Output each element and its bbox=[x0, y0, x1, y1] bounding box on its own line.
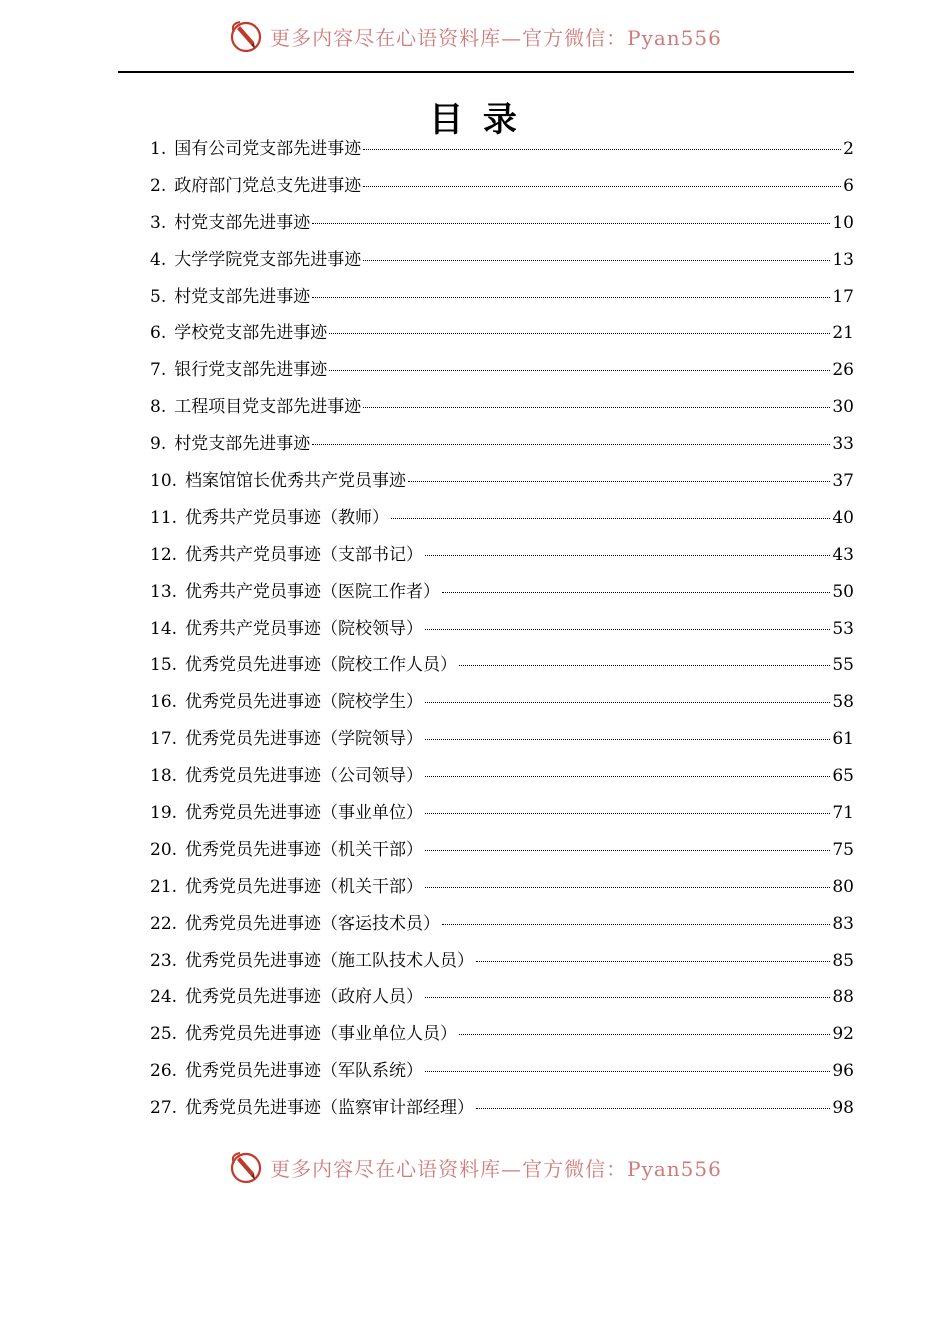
toc-entry-page: 30 bbox=[832, 397, 854, 418]
toc-entry[interactable] bbox=[150, 245, 854, 282]
toc-entry-label: 村党支部先进事迹 bbox=[174, 212, 311, 233]
toc-entry[interactable] bbox=[150, 282, 854, 319]
toc-leader-dots bbox=[363, 186, 841, 187]
pen-logo-icon bbox=[228, 18, 264, 54]
toc-entry-number: 26. bbox=[150, 1061, 178, 1082]
toc-entry[interactable] bbox=[150, 761, 854, 798]
toc-entry-label: 村党支部先进事迹 bbox=[174, 434, 311, 455]
toc-entry-number: 5. bbox=[150, 286, 167, 307]
toc-entry[interactable] bbox=[150, 318, 854, 355]
toc-entry-page: 53 bbox=[832, 618, 854, 639]
toc-entry-number: 12. bbox=[150, 544, 178, 565]
toc-leader-dots bbox=[329, 370, 830, 371]
header-banner bbox=[0, 16, 950, 56]
toc-entry-page: 58 bbox=[832, 692, 854, 713]
toc-entry-page: 55 bbox=[832, 655, 854, 676]
toc-leader-dots bbox=[363, 407, 830, 408]
toc-entry-number: 14. bbox=[150, 618, 178, 639]
toc-entry-number: 27. bbox=[150, 1098, 178, 1119]
toc-entry[interactable] bbox=[150, 577, 854, 614]
toc-entry[interactable] bbox=[150, 134, 854, 171]
toc-entry-page: 65 bbox=[832, 766, 854, 787]
toc-leader-dots bbox=[442, 592, 830, 593]
toc-leader-dots bbox=[459, 665, 830, 666]
toc-entry-number: 15. bbox=[150, 655, 178, 676]
footer-banner-text: 更多内容尽在心语资料库—官方微信：Pyan556 bbox=[270, 1156, 722, 1181]
toc-entry[interactable] bbox=[150, 1093, 854, 1130]
toc-leader-dots bbox=[476, 961, 830, 962]
toc-leader-dots bbox=[363, 260, 830, 261]
toc-entry[interactable] bbox=[150, 614, 854, 651]
toc-entry[interactable] bbox=[150, 503, 854, 540]
toc-entry[interactable] bbox=[150, 429, 854, 466]
toc-entry-label: 优秀党员先进事迹（机关干部） bbox=[185, 876, 424, 897]
toc-entry-number: 23. bbox=[150, 950, 178, 971]
toc-entry-page: 83 bbox=[832, 913, 854, 934]
pen-logo-icon bbox=[228, 1149, 264, 1185]
toc-entry-number: 25. bbox=[150, 1024, 178, 1045]
toc-entry-number: 9. bbox=[150, 434, 167, 455]
toc-entry[interactable] bbox=[150, 466, 854, 503]
toc-entry-page: 61 bbox=[832, 729, 854, 750]
toc-entry-page: 17 bbox=[832, 286, 854, 307]
toc-entry-label: 优秀共产党员事迹（医院工作者） bbox=[185, 581, 441, 602]
toc-entry[interactable] bbox=[150, 540, 854, 577]
toc-entry-label: 优秀党员先进事迹（机关干部） bbox=[185, 839, 424, 860]
toc-entry[interactable] bbox=[150, 1019, 854, 1056]
footer-banner-content bbox=[228, 1149, 722, 1185]
toc-entry-number: 24. bbox=[150, 987, 178, 1008]
toc-entry[interactable] bbox=[150, 650, 854, 687]
toc-leader-dots bbox=[425, 850, 830, 851]
toc-entry-page: 26 bbox=[832, 360, 854, 381]
toc-entry-page: 98 bbox=[832, 1098, 854, 1119]
toc-entry-label: 优秀党员先进事迹（政府人员） bbox=[185, 987, 424, 1008]
toc-entry-label: 优秀党员先进事迹（监察审计部经理） bbox=[185, 1098, 475, 1119]
toc-entry[interactable] bbox=[150, 687, 854, 724]
toc-entry-number: 18. bbox=[150, 766, 178, 787]
toc-leader-dots bbox=[425, 776, 830, 777]
toc-leader-dots bbox=[363, 149, 841, 150]
toc-entry-number: 8. bbox=[150, 397, 167, 418]
toc-entry[interactable] bbox=[150, 1056, 854, 1093]
toc-leader-dots bbox=[312, 444, 830, 445]
toc-entry-page: 33 bbox=[832, 434, 854, 455]
toc-entry-label: 优秀党员先进事迹（院校工作人员） bbox=[185, 655, 458, 676]
toc-entry[interactable] bbox=[150, 872, 854, 909]
toc-entry-page: 2 bbox=[843, 139, 854, 159]
toc-entry[interactable] bbox=[150, 208, 854, 245]
toc-entry-number: 6. bbox=[150, 323, 167, 344]
toc-entry-page: 80 bbox=[832, 876, 854, 897]
toc-entry-page: 21 bbox=[832, 323, 854, 344]
header-banner-content bbox=[228, 18, 722, 54]
toc-leader-dots bbox=[312, 297, 830, 298]
toc-entry[interactable] bbox=[150, 982, 854, 1019]
toc-entry-number: 19. bbox=[150, 803, 178, 824]
toc-entry-number: 17. bbox=[150, 729, 178, 750]
toc-leader-dots bbox=[459, 1034, 830, 1035]
toc-entry-page: 75 bbox=[832, 839, 854, 860]
toc-entry-label: 优秀共产党员事迹（院校领导） bbox=[185, 618, 424, 639]
toc-entry-number: 11. bbox=[150, 507, 178, 528]
toc-entry-number: 2. bbox=[150, 175, 167, 196]
toc-entry-page: 96 bbox=[832, 1061, 854, 1082]
toc-entry-label: 优秀党员先进事迹（学院领导） bbox=[185, 729, 424, 750]
toc-entry-page: 50 bbox=[832, 581, 854, 602]
toc-leader-dots bbox=[425, 997, 830, 998]
header-banner-text: 更多内容尽在心语资料库—官方微信：Pyan556 bbox=[270, 25, 722, 50]
toc-entry-page: 13 bbox=[832, 249, 854, 270]
toc-entry-label: 政府部门党总支先进事迹 bbox=[174, 175, 362, 196]
toc-entry[interactable] bbox=[150, 724, 854, 761]
toc-entry-number: 13. bbox=[150, 581, 178, 602]
toc-entry-label: 优秀党员先进事迹（院校学生） bbox=[185, 692, 424, 713]
toc-entry-label: 优秀党员先进事迹（施工队技术人员） bbox=[185, 950, 475, 971]
toc-leader-dots bbox=[425, 813, 830, 814]
toc-entry-label: 大学学院党支部先进事迹 bbox=[174, 249, 362, 270]
toc-entry[interactable] bbox=[150, 798, 854, 835]
toc-entry-page: 40 bbox=[832, 507, 854, 528]
toc-leader-dots bbox=[425, 629, 830, 630]
toc-entry[interactable] bbox=[150, 946, 854, 983]
toc-entry-number: 4. bbox=[150, 249, 167, 270]
toc-entry-label: 优秀党员先进事迹（客运技术员） bbox=[185, 913, 441, 934]
header-rule bbox=[118, 71, 854, 73]
toc-entry-label: 村党支部先进事迹 bbox=[174, 286, 311, 307]
table-of-contents bbox=[150, 134, 854, 1130]
toc-leader-dots bbox=[476, 1108, 830, 1109]
toc-entry-label: 优秀党员先进事迹（事业单位人员） bbox=[185, 1024, 458, 1045]
toc-entry[interactable] bbox=[150, 355, 854, 392]
toc-entry[interactable] bbox=[150, 171, 854, 208]
toc-entry-label: 学校党支部先进事迹 bbox=[174, 323, 328, 344]
toc-leader-dots bbox=[329, 333, 830, 334]
toc-entry-page: 10 bbox=[832, 212, 854, 233]
toc-entry-page: 85 bbox=[832, 950, 854, 971]
toc-leader-dots bbox=[425, 702, 830, 703]
toc-entry-number: 22. bbox=[150, 913, 178, 934]
toc-entry-page: 88 bbox=[832, 987, 854, 1008]
toc-entry-label: 优秀党员先进事迹（公司领导） bbox=[185, 766, 424, 787]
toc-entry-label: 优秀党员先进事迹（事业单位） bbox=[185, 803, 424, 824]
toc-entry-label: 国有公司党支部先进事迹 bbox=[174, 139, 362, 159]
toc-entry-label: 优秀党员先进事迹（军队系统） bbox=[185, 1061, 424, 1082]
toc-leader-dots bbox=[425, 739, 830, 740]
toc-entry-number: 10. bbox=[150, 471, 178, 492]
toc-entry-label: 档案馆馆长优秀共产党员事迹 bbox=[185, 471, 407, 492]
toc-entry-page: 92 bbox=[832, 1024, 854, 1045]
toc-entry[interactable] bbox=[150, 835, 854, 872]
toc-entry-page: 37 bbox=[832, 471, 854, 492]
toc-entry-number: 21. bbox=[150, 876, 178, 897]
toc-entry-page: 71 bbox=[832, 803, 854, 824]
toc-leader-dots bbox=[312, 223, 830, 224]
toc-entry-number: 20. bbox=[150, 839, 178, 860]
toc-entry-page: 43 bbox=[832, 544, 854, 565]
toc-leader-dots bbox=[425, 555, 830, 556]
toc-entry-number: 7. bbox=[150, 360, 167, 381]
toc-leader-dots bbox=[408, 481, 830, 482]
toc-leader-dots bbox=[425, 887, 830, 888]
toc-entry-number: 1. bbox=[150, 139, 167, 159]
toc-entry-page: 6 bbox=[843, 175, 854, 196]
toc-entry-number: 16. bbox=[150, 692, 178, 713]
toc-entry-label: 银行党支部先进事迹 bbox=[174, 360, 328, 381]
toc-entry-label: 优秀共产党员事迹（支部书记） bbox=[185, 544, 424, 565]
footer-banner bbox=[0, 1147, 950, 1187]
toc-entry[interactable] bbox=[150, 392, 854, 429]
toc-entry[interactable] bbox=[150, 909, 854, 946]
toc-leader-dots bbox=[425, 1071, 830, 1072]
toc-leader-dots bbox=[442, 924, 830, 925]
toc-entry-label: 优秀共产党员事迹（教师） bbox=[185, 507, 390, 528]
toc-entry-number: 3. bbox=[150, 212, 167, 233]
toc-entry-label: 工程项目党支部先进事迹 bbox=[174, 397, 362, 418]
page-title: 目 录 bbox=[429, 100, 521, 140]
toc-leader-dots bbox=[391, 518, 830, 519]
